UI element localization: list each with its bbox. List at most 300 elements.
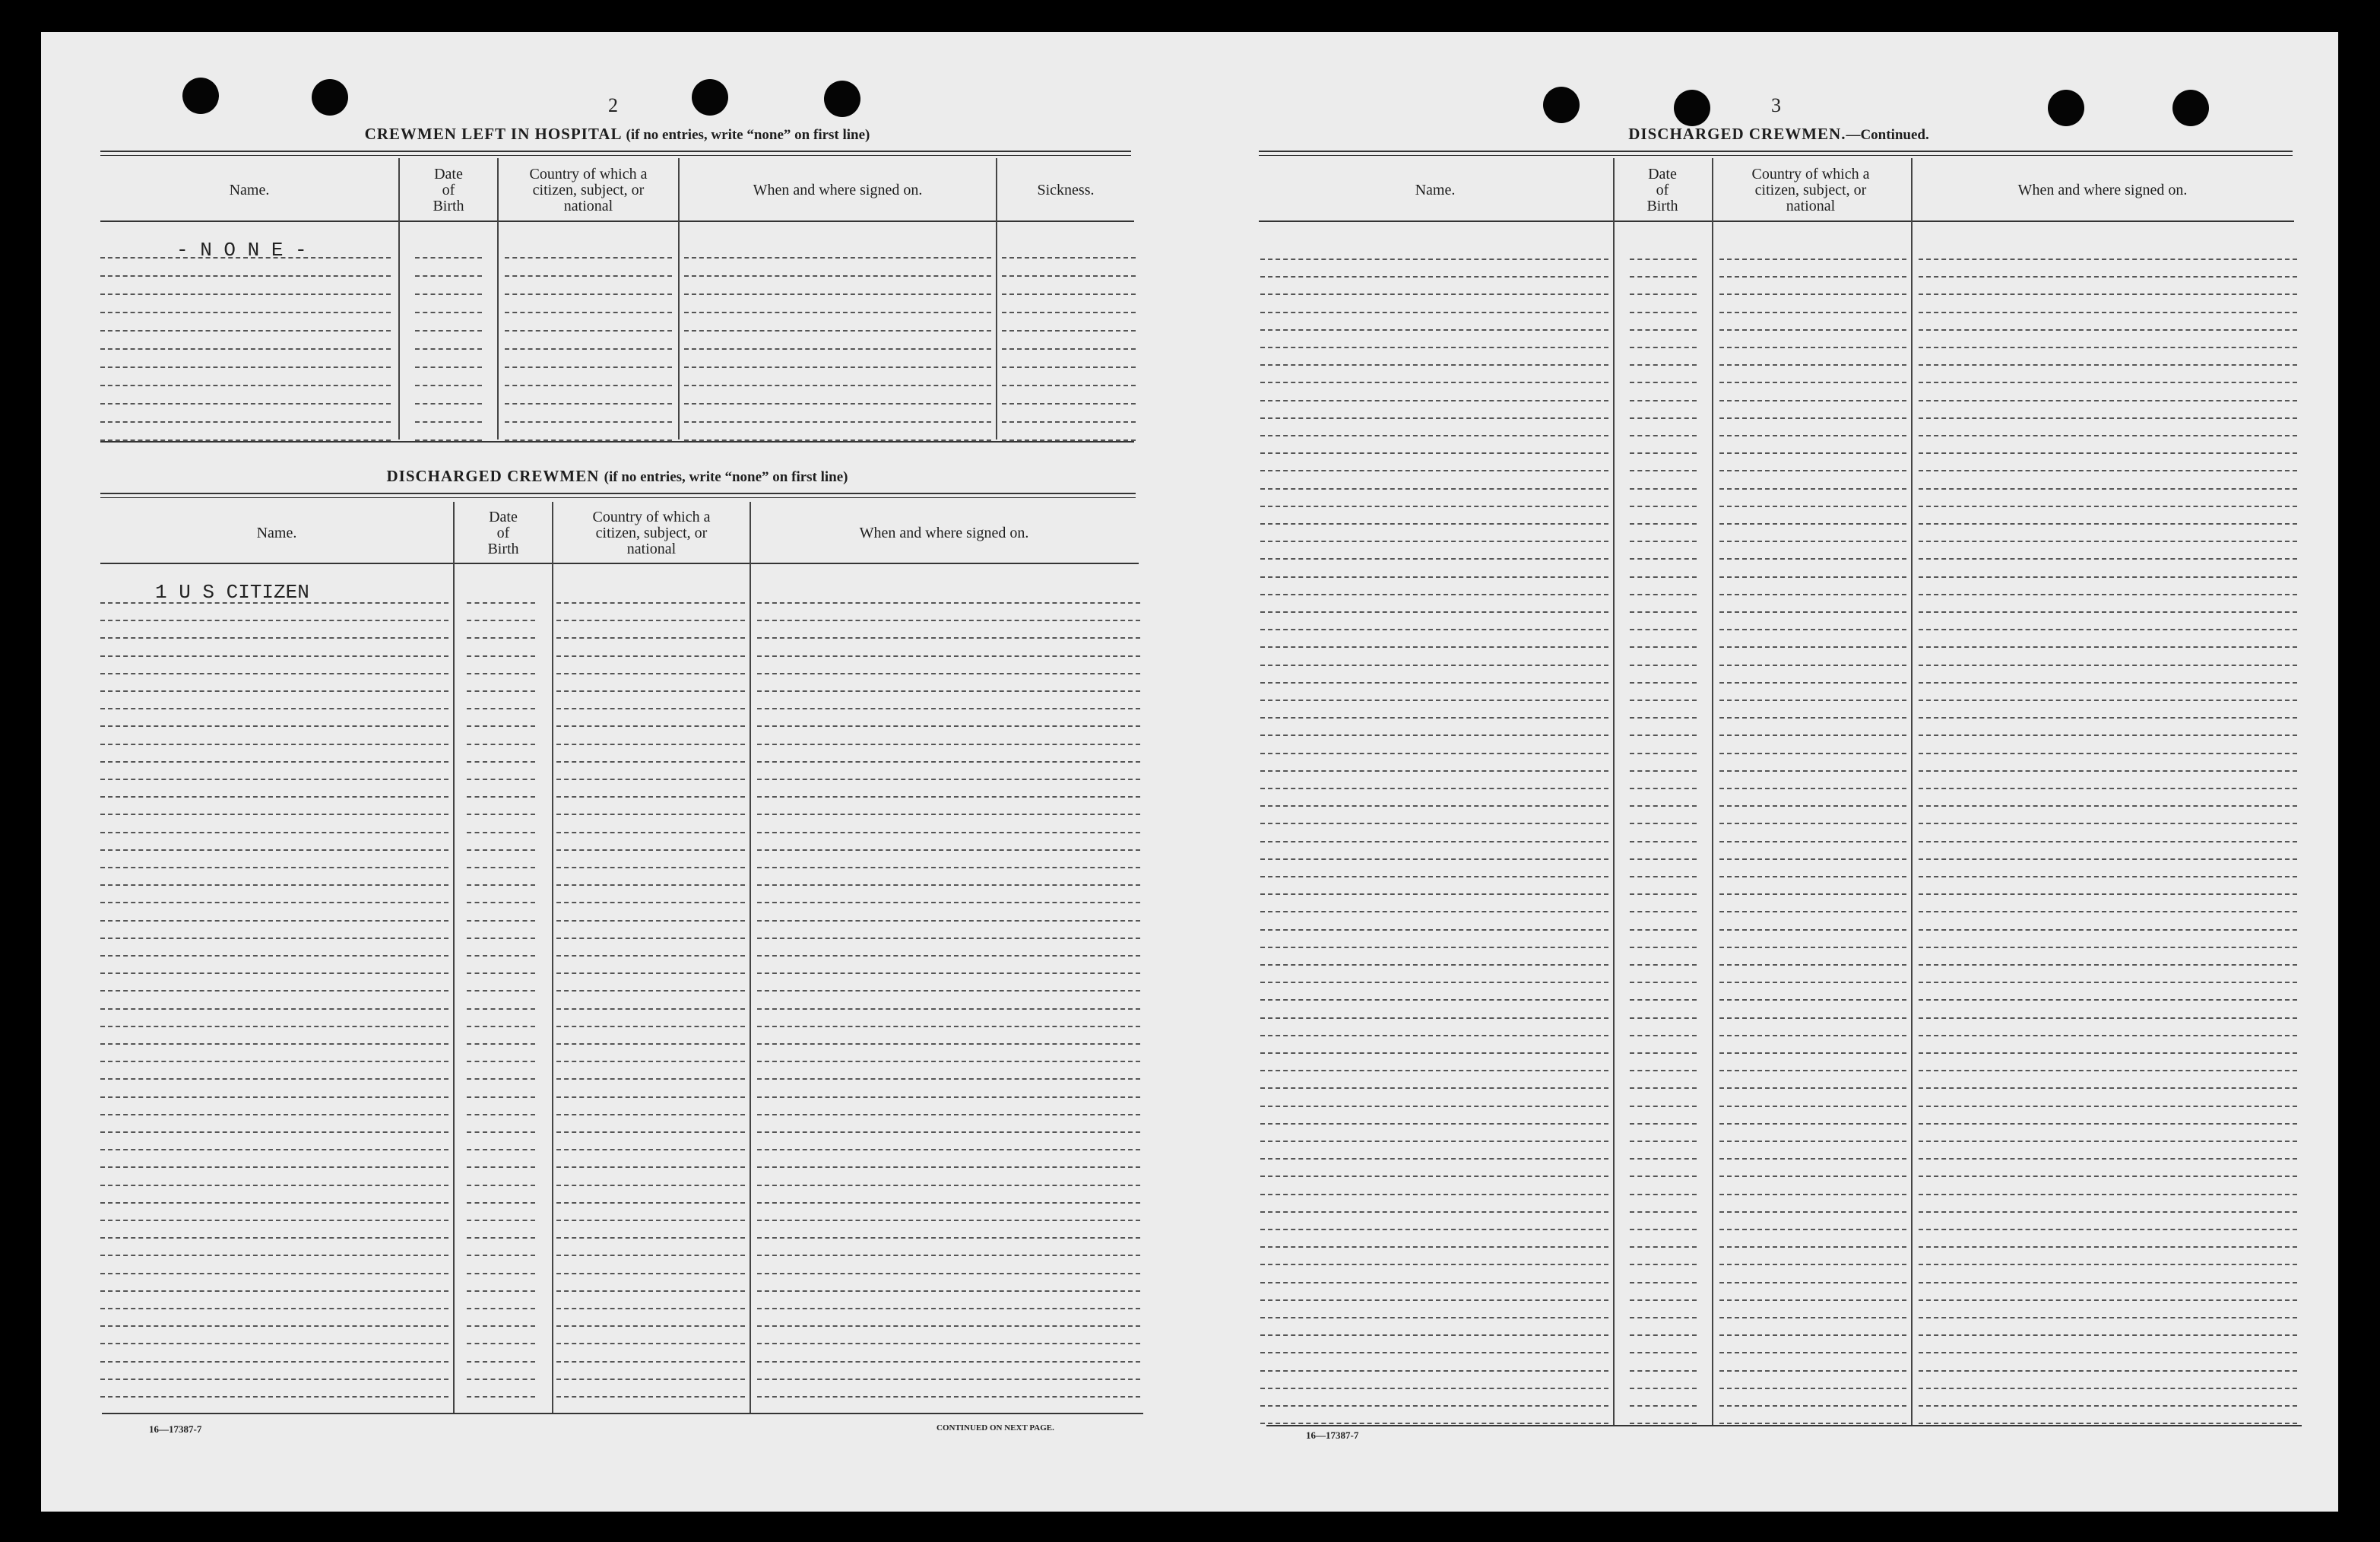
ruled-line bbox=[1260, 293, 1608, 295]
punch-hole bbox=[182, 78, 219, 114]
ruled-line bbox=[757, 796, 1140, 798]
ruled-line bbox=[100, 1361, 448, 1363]
ruled-line bbox=[1630, 629, 1697, 630]
ruled-line bbox=[1919, 1229, 2297, 1230]
ruled-line bbox=[556, 725, 745, 727]
ruled-line bbox=[1260, 594, 1608, 595]
ruled-line bbox=[1260, 858, 1608, 860]
ruled-line bbox=[556, 761, 745, 763]
ruled-line bbox=[1719, 558, 1906, 560]
ruled-line bbox=[556, 673, 745, 674]
continued-top-rule bbox=[1259, 151, 2293, 156]
ruled-line bbox=[1919, 1106, 2297, 1107]
ruled-line bbox=[100, 902, 448, 903]
ruled-line bbox=[1719, 876, 1906, 877]
hospital-entry: - N O N E - bbox=[176, 239, 307, 262]
ruled-line bbox=[415, 257, 482, 259]
ruled-line bbox=[1719, 1246, 1906, 1248]
ruled-line bbox=[1260, 1317, 1608, 1318]
ruled-line bbox=[1919, 982, 2297, 983]
punch-hole bbox=[1674, 90, 1710, 126]
ruled-line bbox=[1719, 717, 1906, 719]
ruled-line bbox=[556, 1202, 745, 1204]
continued-header-dob: Date of Birth bbox=[1646, 165, 1678, 214]
ruled-line bbox=[1719, 576, 1906, 578]
hospital-title-text: CREWMEN LEFT IN HOSPITAL bbox=[364, 125, 622, 143]
ruled-line bbox=[1719, 1017, 1906, 1019]
ruled-line bbox=[100, 1008, 448, 1010]
ruled-line bbox=[467, 1096, 535, 1098]
ruled-line bbox=[1630, 1141, 1697, 1142]
ruled-line bbox=[100, 1273, 448, 1274]
ruled-line bbox=[1919, 911, 2297, 912]
ruled-line bbox=[556, 1026, 745, 1027]
ruled-line bbox=[1919, 770, 2297, 772]
ruled-line bbox=[757, 902, 1140, 903]
ruled-line bbox=[757, 990, 1140, 992]
ruled-line bbox=[757, 955, 1140, 957]
ruled-line bbox=[1919, 1123, 2297, 1125]
ruled-line bbox=[1260, 1246, 1608, 1248]
ruled-line bbox=[100, 673, 448, 674]
ruled-line bbox=[1919, 1317, 2297, 1318]
ruled-line bbox=[1719, 1299, 1906, 1301]
ruled-line bbox=[1260, 841, 1608, 842]
ruled-line bbox=[1919, 841, 2297, 842]
ruled-line bbox=[1719, 1123, 1906, 1125]
ruled-line bbox=[1260, 1334, 1608, 1336]
ruled-line bbox=[757, 867, 1140, 868]
ruled-line bbox=[1719, 841, 1906, 842]
ruled-line bbox=[100, 990, 448, 992]
ruled-line bbox=[556, 955, 745, 957]
ruled-line bbox=[1919, 259, 2297, 260]
continued-col-divider bbox=[1911, 158, 1913, 1425]
ruled-line bbox=[1630, 717, 1697, 719]
ruled-line bbox=[684, 275, 991, 277]
ruled-line bbox=[100, 1379, 448, 1380]
ruled-line bbox=[100, 814, 448, 815]
ruled-line bbox=[505, 275, 672, 277]
ruled-line bbox=[757, 1149, 1140, 1150]
ruled-line bbox=[1260, 1052, 1608, 1054]
ruled-line bbox=[1260, 470, 1608, 471]
ruled-line bbox=[1719, 805, 1906, 807]
ruled-line bbox=[467, 1149, 535, 1150]
ruled-line bbox=[1719, 999, 1906, 1001]
ruled-line bbox=[1630, 594, 1697, 595]
ruled-line bbox=[1260, 911, 1608, 912]
ruled-line bbox=[556, 637, 745, 639]
ruled-line bbox=[1630, 1352, 1697, 1353]
ruled-line bbox=[1260, 753, 1608, 754]
ruled-line bbox=[757, 1220, 1140, 1221]
ruled-line bbox=[1919, 629, 2297, 630]
ruled-line bbox=[1719, 400, 1906, 401]
punch-hole bbox=[2048, 90, 2084, 126]
ruled-line bbox=[1260, 964, 1608, 966]
ruled-line bbox=[1002, 275, 1136, 277]
ruled-line bbox=[1630, 735, 1697, 736]
ruled-line bbox=[1919, 576, 2297, 578]
hospital-section-title bbox=[100, 125, 1134, 144]
ruled-line bbox=[415, 385, 482, 386]
ruled-line bbox=[1919, 1246, 2297, 1248]
ruled-line bbox=[100, 832, 448, 833]
ruled-line bbox=[1919, 523, 2297, 525]
ruled-line bbox=[1260, 1352, 1608, 1353]
ruled-line bbox=[100, 725, 448, 727]
ruled-line bbox=[1630, 823, 1697, 824]
ruled-line bbox=[100, 1114, 448, 1115]
ruled-line bbox=[1002, 293, 1136, 295]
ruled-line bbox=[1630, 1334, 1697, 1336]
ruled-line bbox=[1719, 382, 1906, 383]
ruled-line bbox=[757, 1237, 1140, 1239]
ruled-line bbox=[1260, 1405, 1608, 1407]
ruled-line bbox=[1630, 1070, 1697, 1071]
ruled-line bbox=[1919, 964, 2297, 966]
ruled-line bbox=[100, 972, 448, 974]
ruled-line bbox=[757, 832, 1140, 833]
ruled-line bbox=[505, 312, 672, 313]
ruled-line bbox=[1260, 1299, 1608, 1301]
ruled-line bbox=[556, 1396, 745, 1398]
ruled-line bbox=[757, 690, 1140, 692]
ruled-line bbox=[1002, 421, 1136, 423]
ruled-line bbox=[100, 1308, 448, 1309]
ruled-line bbox=[100, 348, 391, 350]
ruled-line bbox=[1719, 982, 1906, 983]
ruled-line bbox=[556, 708, 745, 709]
ruled-line bbox=[556, 938, 745, 939]
ruled-line bbox=[556, 744, 745, 745]
hospital-title-note: (if no entries, write “none” on first line) bbox=[626, 127, 870, 143]
ruled-line bbox=[1630, 893, 1697, 895]
ruled-line bbox=[1919, 1352, 2297, 1353]
ruled-line bbox=[556, 990, 745, 992]
ruled-line bbox=[556, 902, 745, 903]
ruled-line bbox=[467, 1379, 535, 1380]
ruled-line bbox=[757, 1114, 1140, 1115]
continued-title-text: DISCHARGED CREWMEN. bbox=[1628, 125, 1846, 143]
ruled-line bbox=[684, 257, 991, 259]
continued-bottom-rule bbox=[1266, 1425, 2302, 1426]
ruled-line bbox=[1260, 770, 1608, 772]
ruled-line bbox=[1260, 735, 1608, 736]
ruled-line bbox=[1630, 1405, 1697, 1407]
ruled-line bbox=[467, 761, 535, 763]
ruled-line bbox=[467, 1114, 535, 1115]
ruled-line bbox=[1719, 1229, 1906, 1230]
ruled-line bbox=[556, 1308, 745, 1309]
page-number-right: 3 bbox=[1771, 94, 1781, 116]
ruled-line bbox=[556, 602, 745, 604]
ruled-line bbox=[1630, 1035, 1697, 1036]
hospital-header-rule bbox=[100, 221, 1134, 222]
ruled-line bbox=[1630, 682, 1697, 684]
ruled-line bbox=[1260, 1264, 1608, 1265]
ruled-line bbox=[556, 1185, 745, 1186]
ruled-line bbox=[1719, 770, 1906, 772]
ruled-line bbox=[1002, 366, 1136, 368]
punch-hole bbox=[692, 79, 728, 116]
ruled-line bbox=[1630, 876, 1697, 877]
ruled-line bbox=[757, 1273, 1140, 1274]
ruled-line bbox=[1260, 1211, 1608, 1213]
ruled-line bbox=[1630, 982, 1697, 983]
continued-col-divider bbox=[1613, 158, 1615, 1425]
ruled-line bbox=[505, 403, 672, 405]
ruled-line bbox=[1630, 1017, 1697, 1019]
ruled-line bbox=[1002, 312, 1136, 313]
ruled-line bbox=[1002, 330, 1136, 332]
ruled-line bbox=[505, 330, 672, 332]
ruled-line bbox=[757, 1078, 1140, 1080]
ruled-line bbox=[556, 1131, 745, 1133]
discharged-continued-title bbox=[1520, 125, 2037, 144]
ruled-line bbox=[1919, 646, 2297, 648]
ruled-line bbox=[1260, 629, 1608, 630]
ruled-line bbox=[556, 814, 745, 815]
ruled-line bbox=[556, 1061, 745, 1062]
ruled-line bbox=[467, 637, 535, 639]
ruled-line bbox=[1919, 999, 2297, 1001]
ruled-line bbox=[1919, 382, 2297, 383]
ruled-line bbox=[556, 972, 745, 974]
ruled-line bbox=[1630, 382, 1697, 383]
ruled-line bbox=[100, 257, 391, 259]
ruled-line bbox=[467, 1202, 535, 1204]
ruled-line bbox=[1919, 1070, 2297, 1071]
ruled-line bbox=[1630, 1194, 1697, 1195]
ruled-line bbox=[1260, 1370, 1608, 1372]
ruled-line bbox=[100, 1026, 448, 1027]
ruled-line bbox=[1260, 382, 1608, 383]
ruled-line bbox=[467, 1361, 535, 1363]
discharged-title-note: (if no entries, write “none” on first line) bbox=[604, 469, 848, 485]
ruled-line bbox=[556, 1043, 745, 1045]
ruled-line bbox=[757, 814, 1140, 815]
ruled-line bbox=[556, 884, 745, 886]
ruled-line bbox=[1919, 893, 2297, 895]
ruled-line bbox=[1719, 1176, 1906, 1177]
ruled-line bbox=[100, 938, 448, 939]
ruled-line bbox=[1719, 893, 1906, 895]
ruled-line bbox=[100, 1255, 448, 1256]
ruled-line bbox=[1630, 259, 1697, 260]
discharged-title-text: DISCHARGED CREWMEN bbox=[386, 467, 600, 485]
ruled-line bbox=[1630, 364, 1697, 366]
ruled-line bbox=[1919, 1388, 2297, 1389]
ruled-line bbox=[100, 385, 391, 386]
ruled-line bbox=[1630, 646, 1697, 648]
discharged-entry: 1 U S CITIZEN bbox=[155, 581, 309, 604]
ruled-line bbox=[684, 385, 991, 386]
ruled-line bbox=[100, 293, 391, 295]
ruled-line bbox=[1719, 293, 1906, 295]
ruled-line bbox=[1919, 417, 2297, 419]
ruled-line bbox=[1919, 1087, 2297, 1089]
ruled-line bbox=[556, 1343, 745, 1344]
ruled-line bbox=[100, 1149, 448, 1150]
ruled-line bbox=[467, 1166, 535, 1168]
ruled-line bbox=[100, 690, 448, 692]
ruled-line bbox=[467, 1131, 535, 1133]
ruled-line bbox=[757, 1043, 1140, 1045]
hospital-header-name: Name. bbox=[229, 181, 270, 198]
ruled-line bbox=[1719, 329, 1906, 331]
ruled-line bbox=[100, 1325, 448, 1327]
ruled-line bbox=[467, 832, 535, 833]
ruled-line bbox=[467, 1343, 535, 1344]
ruled-line bbox=[1260, 347, 1608, 348]
ruled-line bbox=[556, 1273, 745, 1274]
ruled-line bbox=[1630, 541, 1697, 542]
ruled-line bbox=[467, 725, 535, 727]
ruled-line bbox=[467, 1325, 535, 1327]
discharged-bottom-rule bbox=[102, 1413, 1143, 1414]
ruled-line bbox=[684, 421, 991, 423]
ruled-line bbox=[1719, 1070, 1906, 1071]
ruled-line bbox=[467, 867, 535, 868]
ruled-line bbox=[1260, 682, 1608, 684]
ruled-line bbox=[1919, 735, 2297, 736]
ruled-line bbox=[1719, 1352, 1906, 1353]
ruled-line bbox=[1630, 506, 1697, 507]
ruled-line bbox=[1719, 1334, 1906, 1336]
ruled-line bbox=[1260, 982, 1608, 983]
ruled-line bbox=[1260, 400, 1608, 401]
ruled-line bbox=[1260, 452, 1608, 454]
ruled-line bbox=[505, 348, 672, 350]
ruled-line bbox=[1919, 665, 2297, 666]
ruled-line bbox=[1919, 788, 2297, 789]
ruled-line bbox=[1630, 523, 1697, 525]
ruled-line bbox=[1630, 929, 1697, 931]
ruled-line bbox=[556, 690, 745, 692]
ruled-line bbox=[757, 972, 1140, 974]
ruled-line bbox=[100, 637, 448, 639]
ruled-line bbox=[1719, 629, 1906, 630]
ruled-line bbox=[1719, 735, 1906, 736]
ruled-line bbox=[100, 955, 448, 957]
ruled-line bbox=[556, 832, 745, 833]
ruled-line bbox=[100, 1290, 448, 1292]
ruled-line bbox=[1919, 1017, 2297, 1019]
ruled-line bbox=[1630, 452, 1697, 454]
ruled-line bbox=[467, 920, 535, 922]
ruled-line bbox=[556, 1255, 745, 1256]
ruled-line bbox=[757, 1325, 1140, 1327]
form-number-left: 16—17387-7 bbox=[149, 1423, 202, 1435]
ruled-line bbox=[1630, 947, 1697, 948]
discharged-col-divider bbox=[552, 502, 553, 1414]
hospital-col-divider bbox=[398, 158, 400, 439]
ruled-line bbox=[1630, 858, 1697, 860]
ruled-line bbox=[1919, 1299, 2297, 1301]
ruled-line bbox=[1630, 1317, 1697, 1318]
ruled-line bbox=[684, 293, 991, 295]
ruled-line bbox=[100, 884, 448, 886]
ruled-line bbox=[1719, 1282, 1906, 1283]
ruled-line bbox=[1260, 1123, 1608, 1125]
ruled-line bbox=[1630, 1087, 1697, 1089]
ruled-line bbox=[1260, 700, 1608, 701]
ruled-line bbox=[1919, 541, 2297, 542]
ruled-line bbox=[1630, 1370, 1697, 1372]
continued-note: CONTINUED ON NEXT PAGE. bbox=[936, 1423, 1054, 1433]
ruled-line bbox=[1919, 400, 2297, 401]
ruled-line bbox=[1260, 893, 1608, 895]
ruled-line bbox=[1260, 1141, 1608, 1142]
ruled-line bbox=[1630, 276, 1697, 278]
ruled-line bbox=[556, 1008, 745, 1010]
ruled-line bbox=[1630, 1229, 1697, 1230]
ruled-line bbox=[1719, 947, 1906, 948]
ruled-line bbox=[1630, 841, 1697, 842]
ruled-line bbox=[1260, 929, 1608, 931]
ruled-line bbox=[1260, 947, 1608, 948]
page-number-left: 2 bbox=[608, 94, 618, 116]
hospital-col-divider bbox=[497, 158, 499, 439]
ruled-line bbox=[505, 293, 672, 295]
ruled-line bbox=[467, 902, 535, 903]
ruled-line bbox=[1260, 435, 1608, 436]
ruled-line bbox=[415, 421, 482, 423]
ruled-line bbox=[757, 1096, 1140, 1098]
ruled-line bbox=[1719, 1388, 1906, 1389]
ruled-line bbox=[757, 708, 1140, 709]
ruled-line bbox=[415, 366, 482, 368]
continued-header-country: Country of which a citizen, subject, or national bbox=[1751, 165, 1870, 214]
ruled-line bbox=[467, 1273, 535, 1274]
hospital-top-rule bbox=[100, 151, 1131, 156]
ruled-line bbox=[1260, 1194, 1608, 1195]
ruled-line bbox=[1630, 1123, 1697, 1125]
ruled-line bbox=[757, 655, 1140, 657]
ruled-line bbox=[1919, 929, 2297, 931]
ruled-line bbox=[1002, 348, 1136, 350]
ruled-line bbox=[1919, 700, 2297, 701]
ruled-line bbox=[1719, 470, 1906, 471]
ruled-line bbox=[556, 1078, 745, 1080]
ruled-line bbox=[467, 779, 535, 780]
ruled-line bbox=[100, 796, 448, 798]
ruled-line bbox=[1719, 1405, 1906, 1407]
ruled-line bbox=[556, 1379, 745, 1380]
ruled-line bbox=[1919, 594, 2297, 595]
ruled-line bbox=[467, 620, 535, 621]
ruled-line bbox=[1919, 1423, 2297, 1424]
ruled-line bbox=[1719, 276, 1906, 278]
ruled-line bbox=[684, 312, 991, 313]
ruled-line bbox=[1919, 1141, 2297, 1142]
ruled-line bbox=[1630, 417, 1697, 419]
ruled-line bbox=[415, 293, 482, 295]
ruled-line bbox=[467, 1237, 535, 1239]
ruled-line bbox=[467, 1043, 535, 1045]
ruled-line bbox=[1919, 470, 2297, 471]
ruled-line bbox=[1260, 876, 1608, 877]
ruled-line bbox=[757, 673, 1140, 674]
ruled-line bbox=[1919, 312, 2297, 313]
ruled-line bbox=[1630, 1246, 1697, 1248]
ruled-line bbox=[1719, 700, 1906, 701]
ruled-line bbox=[467, 673, 535, 674]
ruled-line bbox=[100, 867, 448, 868]
ruled-line bbox=[1260, 1176, 1608, 1177]
